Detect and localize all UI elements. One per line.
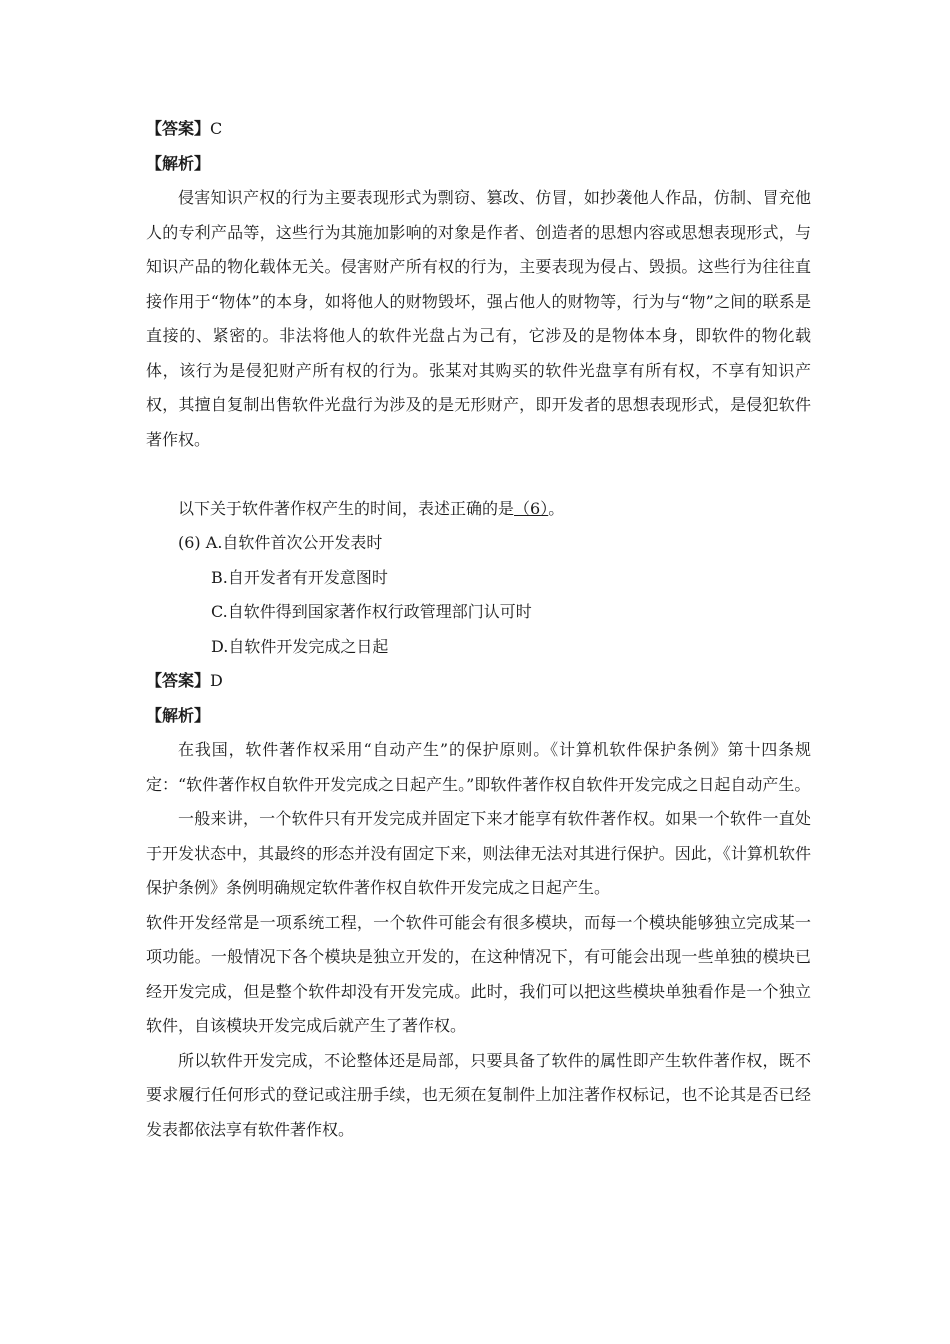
q2-stem-text: 以下关于软件著作权产生的时间，表述正确的是 bbox=[178, 498, 515, 518]
q1-analysis-text: 侵害知识产权的行为主要表现形式为剽窃、篡改、仿冒，如抄袭他人作品，仿制、冒充他人的专利产品等，这些行为其施加影响的对象是作者、创造者的思想内容或思想表现形式，与知识产品的物化载体无关。侵害财产所有权的行为，主要表现为侵占、毁损。这些行为往往直接作用于“物体”的本身，如将他人的财物毁坏，强占他人的财物等，行为与“物”之间的联系是直接的、紧密的。非法将他人的软件光盘占为己有，它涉及的是物体本身，即软件的物化载体，该行为是侵犯财产所有权的行为。张某对其购买的软件光盘享有所有权，不享有知识产权，其擅自复制出售软件光盘行为涉及的是无形财产，即开发者的思想表现形式，是侵犯软件著作权。 bbox=[146, 188, 811, 449]
q2-option-a-text: A.自软件首次公开发表时 bbox=[205, 533, 383, 552]
q2-answer-line bbox=[146, 664, 811, 699]
q2-option-number: (6) bbox=[178, 533, 201, 552]
q2-analysis-paragraph-2: 一般来讲，一个软件只有开发完成并固定下来才能享有软件著作权。如果一个软件一直处于开发状态中，其最终的形态并没有固定下来，则法律无法对其进行保护。因此，《计算机软件保护条例》条例明确规定软件著作权自软件开发完成之日起产生。 bbox=[146, 809, 811, 897]
q2-answer-label: 【答案】 bbox=[146, 671, 211, 690]
q2-stem bbox=[146, 492, 811, 527]
q2-stem-end: 。 bbox=[548, 498, 565, 518]
q1-answer-value: C bbox=[210, 119, 223, 138]
q1-answer-label: 【答案】 bbox=[146, 119, 211, 138]
q2-blank: （6） bbox=[514, 498, 549, 518]
q2-option-a bbox=[146, 526, 811, 561]
q1-analysis-label: 【解析】 bbox=[146, 153, 211, 173]
q2-answer-value: D bbox=[210, 671, 223, 690]
q2-option-d: D.自软件开发完成之日起 bbox=[211, 636, 389, 656]
q2-analysis-paragraph-4: 所以软件开发完成，不论整体还是局部，只要具备了软件的属性即产生软件著作权，既不要求履行任何形式的登记或注册手续，也无须在复制件上加注著作权标记，也不论其是否已经发表都依法享有软件著作权。 bbox=[146, 1050, 811, 1139]
q2-option-c: C.自软件得到国家著作权行政管理部门认可时 bbox=[211, 602, 532, 621]
q2-analysis-paragraph-3: 软件开发经常是一项系统工程，一个软件可能会有很多模块，而每一个模块能够独立完成某一项功能。一般情况下各个模块是独立开发的，在这种情况下，有可能会出现一些单独的模块已经开发完成，但是整个软件却没有开发完成。此时，我们可以把这些模块单独看作是一个独立软件，自该模块开发完成后就产生了著作权。 bbox=[146, 912, 811, 1035]
q2-option-b: B.自开发者有开发意图时 bbox=[211, 567, 388, 587]
q2-analysis-paragraph-1: 在我国，软件著作权采用“自动产生”的保护原则。《计算机软件保护条例》第十四条规定：“软件著作权自软件开发完成之日起产生。”即软件著作权自软件开发完成之日起自动产生。 bbox=[146, 740, 811, 794]
spacer bbox=[146, 457, 811, 492]
q1-answer-line bbox=[146, 112, 811, 147]
q2-analysis-label: 【解析】 bbox=[146, 705, 211, 725]
document-page bbox=[146, 112, 811, 1147]
